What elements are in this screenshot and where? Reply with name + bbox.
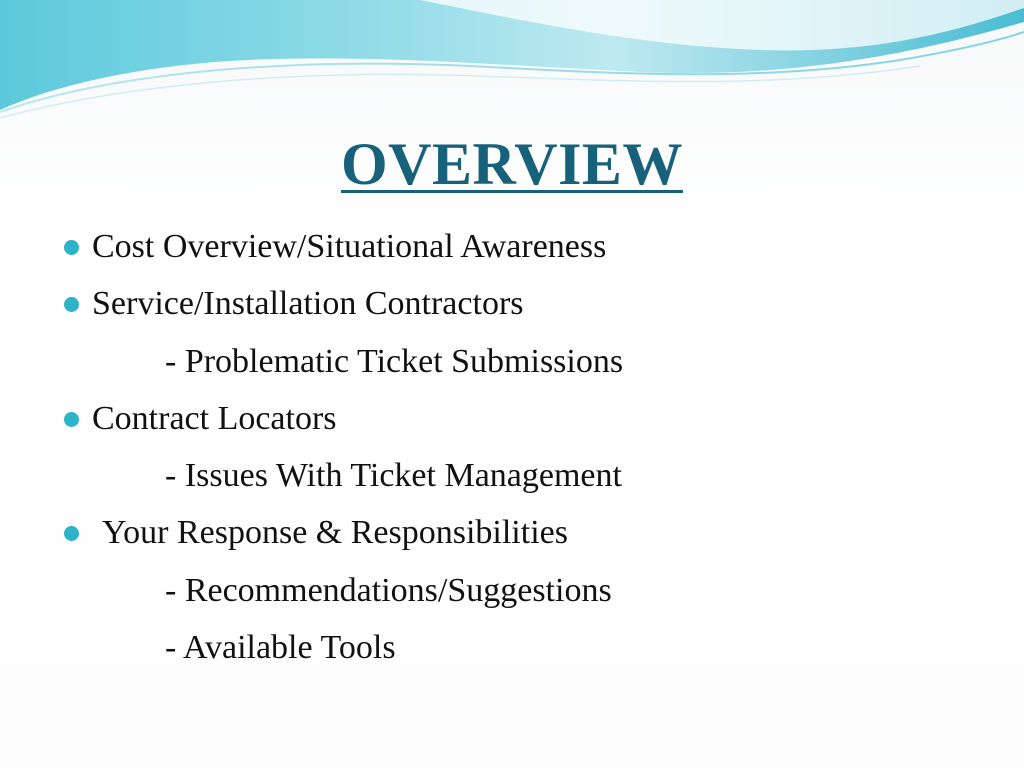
bullet-dot-icon [64,297,79,312]
sub-item [58,333,998,390]
bullet-item [58,390,998,447]
bullet-item [58,504,998,561]
sub-item [58,562,998,619]
sub-item-text: - Available Tools [165,629,396,667]
bullet-item [58,275,998,332]
sub-item-text: - Problematic Ticket Submissions [165,342,624,380]
sub-item [58,447,998,504]
bullet-text: Service/Installation Contractors [92,285,524,323]
sub-item-text: - Issues With Ticket Management [165,457,622,495]
bullet-text: Cost Overview/Situational Awareness [92,228,607,265]
sub-item [58,619,998,676]
sub-item-text: - Recommendations/Suggestions [165,571,612,609]
bullet-text: Your Response & Responsibilities [102,514,568,552]
bullet-dot-icon [64,412,79,427]
bullet-dot-icon [64,240,79,255]
bullet-text: Contract Locators [92,399,337,437]
decorative-wave-header [0,0,1024,130]
bullet-list [58,218,998,676]
bullet-dot-icon [64,526,79,541]
slide-title: OVERVIEW [341,131,683,197]
bullet-item [58,218,998,275]
